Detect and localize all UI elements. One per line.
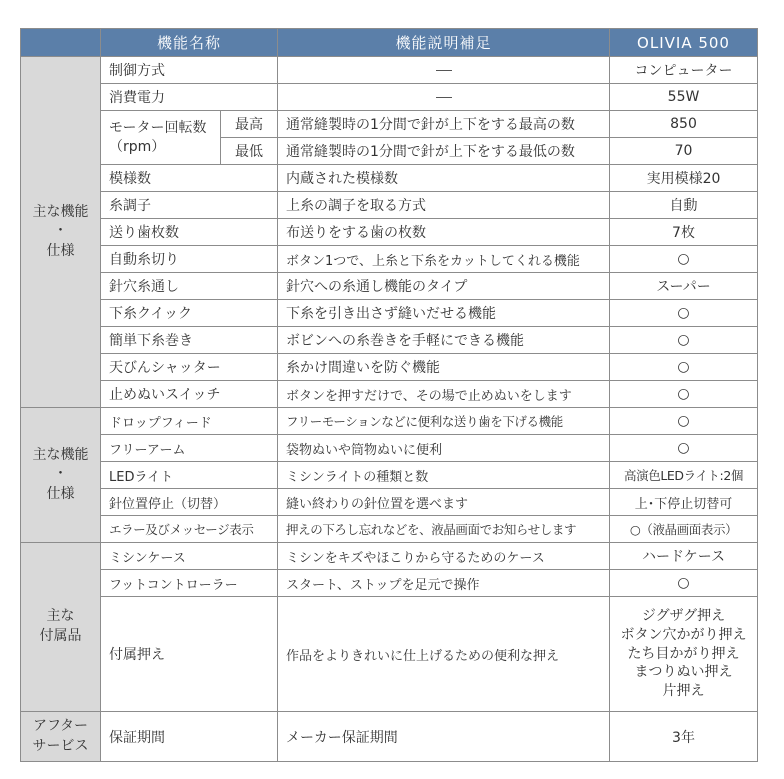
row-desc: 通常縫製時の1分間で針が上下をする最低の数: [278, 138, 610, 165]
row-name: 下糸クイック: [101, 300, 278, 327]
row-value: 70: [610, 138, 758, 165]
row-desc: 下糸を引き出さず縫いだせる機能: [278, 300, 610, 327]
presser-feet-list: [610, 597, 758, 712]
table-row: [21, 543, 758, 570]
row-desc: 布送りをする歯の枚数: [278, 219, 610, 246]
table-row: [21, 192, 758, 219]
row-name: ミシンケース: [101, 543, 278, 570]
table-row: [21, 300, 758, 327]
row-desc-dash: [278, 84, 610, 111]
list-item: 片押え: [662, 683, 705, 700]
row-name: 制御方式: [101, 57, 278, 84]
table-row: [21, 597, 758, 712]
table-row: [21, 489, 758, 516]
row-desc: ミシンをキズやほこりから守るためのケース: [278, 543, 610, 570]
group-accessories: 主な 付属品: [21, 543, 101, 712]
row-value: 自動: [610, 192, 758, 219]
list-item: ボタン穴かがり押え: [620, 626, 747, 643]
row-desc: 針穴への糸通し機能のタイプ: [278, 273, 610, 300]
dash-rule: [436, 97, 452, 98]
row-desc: メーカー保証期間: [278, 712, 610, 762]
list-item: まつりぬい押え: [634, 664, 733, 681]
row-desc: 袋物ぬいや筒物ぬいに便利: [278, 435, 610, 462]
table-row: [21, 84, 758, 111]
row-desc: 通常縫製時の1分間で針が上下をする最高の数: [278, 111, 610, 138]
row-desc: フリーモーションなどに便利な送り歯を下げる機能: [278, 408, 610, 435]
row-name: ドロップフィード: [101, 408, 278, 435]
group-after-service: アフター サービス: [21, 712, 101, 762]
row-value: 高演色LEDライト:2個: [610, 462, 758, 489]
row-value: ○（液晶画面表示）: [610, 516, 758, 543]
row-value: 実用模様20: [610, 165, 758, 192]
motor-max-label: 最高: [221, 111, 278, 138]
row-name: フリーアーム: [101, 435, 278, 462]
row-desc: 押えの下ろし忘れなどを、液晶画面でお知らせします: [278, 516, 610, 543]
row-value: ○: [610, 435, 758, 462]
table-row: [21, 570, 758, 597]
row-name: フットコントローラー: [101, 570, 278, 597]
list-item: ジグザグ押え: [641, 607, 726, 624]
row-value: コンピューター: [610, 57, 758, 84]
row-value: ○: [610, 246, 758, 273]
table-row: [21, 381, 758, 408]
row-name: 天びんシャッター: [101, 354, 278, 381]
table-row: [21, 462, 758, 489]
row-value: ○: [610, 354, 758, 381]
group-main-spec-a: 主な機能 ・ 仕様: [21, 57, 101, 408]
row-name: 糸調子: [101, 192, 278, 219]
row-desc: 上糸の調子を取る方式: [278, 192, 610, 219]
row-name: 模様数: [101, 165, 278, 192]
row-name: エラー及びメッセージ表示: [101, 516, 278, 543]
row-desc: ミシンライトの種類と数: [278, 462, 610, 489]
row-name: 止めぬいスイッチ: [101, 381, 278, 408]
header-empty: [21, 29, 101, 57]
row-name: LEDライト: [101, 462, 278, 489]
row-desc: 縫い終わりの針位置を選べます: [278, 489, 610, 516]
header-model: OLIVIA 500: [610, 29, 758, 57]
table-row: [21, 408, 758, 435]
table-row: [21, 712, 758, 762]
row-value: 3年: [610, 712, 758, 762]
table-row: [21, 516, 758, 543]
row-desc: 作品をよりきれいに仕上げるための便利な押え: [278, 597, 610, 712]
row-name: 消費電力: [101, 84, 278, 111]
header-name: 機能名称: [101, 29, 278, 57]
group-main-spec-b: 主な機能 ・ 仕様: [21, 408, 101, 543]
row-value: 上･下停止切替可: [610, 489, 758, 516]
table-row: [21, 165, 758, 192]
spec-table: [20, 28, 758, 762]
motor-min-label: 最低: [221, 138, 278, 165]
table-row: [21, 57, 758, 84]
row-value: ○: [610, 381, 758, 408]
row-value: ハードケース: [610, 543, 758, 570]
row-name: 針位置停止（切替）: [101, 489, 278, 516]
motor-speed-name: モーター回転数 （rpm）: [101, 111, 221, 165]
row-value: ○: [610, 300, 758, 327]
row-name: 送り歯枚数: [101, 219, 278, 246]
row-value: スーパー: [610, 273, 758, 300]
header-description: 機能説明補足: [278, 29, 610, 57]
table-row: [21, 354, 758, 381]
table-row: [21, 435, 758, 462]
row-value: ○: [610, 408, 758, 435]
row-value: 850: [610, 111, 758, 138]
header-row: [21, 29, 758, 57]
row-name: 自動糸切り: [101, 246, 278, 273]
row-value: 7枚: [610, 219, 758, 246]
row-name: 保証期間: [101, 712, 278, 762]
row-desc: ボビンへの糸巻きを手軽にできる機能: [278, 327, 610, 354]
table-row: [21, 219, 758, 246]
row-value: ○: [610, 327, 758, 354]
row-value: 55W: [610, 84, 758, 111]
row-name: 簡単下糸巻き: [101, 327, 278, 354]
row-desc: 内蔵された模様数: [278, 165, 610, 192]
row-desc: スタート、ストップを足元で操作: [278, 570, 610, 597]
row-desc: 糸かけ間違いを防ぐ機能: [278, 354, 610, 381]
table-row: [21, 111, 758, 138]
row-name: 針穴糸通し: [101, 273, 278, 300]
dash-rule: [436, 70, 452, 71]
row-desc: ボタン1つで、上糸と下糸をカットしてくれる機能: [278, 246, 610, 273]
row-name: 付属押え: [101, 597, 278, 712]
row-desc-dash: [278, 57, 610, 84]
table-row: [21, 327, 758, 354]
row-value: ○: [610, 570, 758, 597]
table-row: [21, 246, 758, 273]
table-row: [21, 273, 758, 300]
list-item: たち目かがり押え: [627, 645, 740, 662]
row-desc: ボタンを押すだけで、その場で止めぬいをします: [278, 381, 610, 408]
